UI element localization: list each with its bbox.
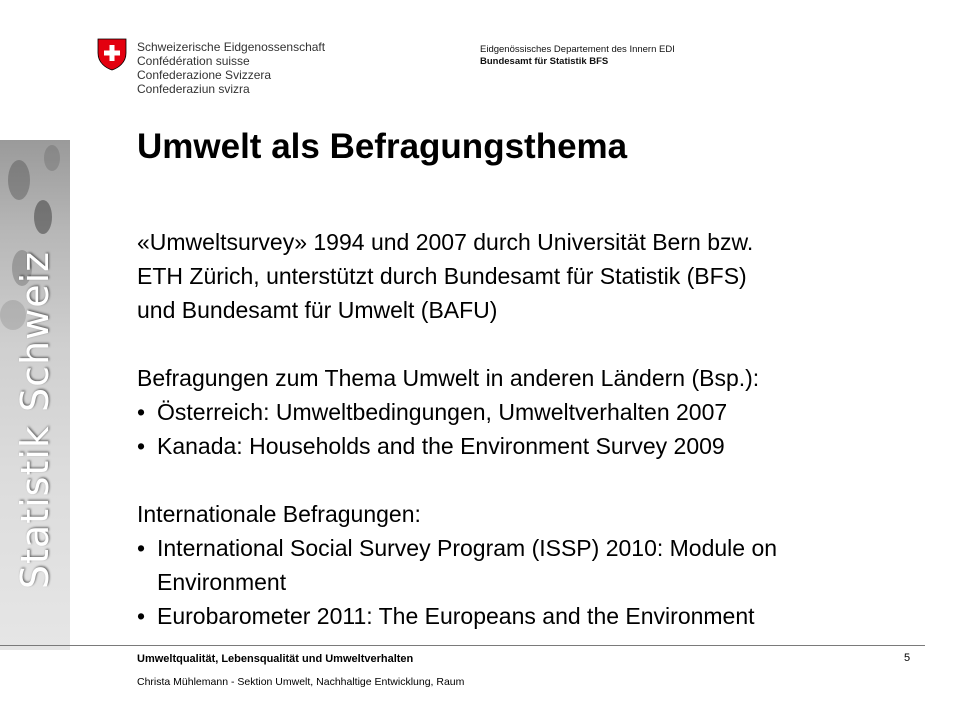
list-item <box>137 395 927 429</box>
section-heading: Internationale Befragungen: <box>137 501 421 527</box>
bullet-icon: • <box>137 399 146 425</box>
bullet-icon: • <box>137 535 146 561</box>
list-item-continuation <box>137 565 927 599</box>
footer-divider <box>0 645 925 646</box>
sidebar-photo-figure <box>34 200 52 234</box>
slide-body <box>137 225 927 633</box>
bullet-icon: • <box>137 603 146 629</box>
list-item-text: Kanada: Households and the Environment Survey 2009 <box>157 433 725 459</box>
department-name: Eidgenössisches Departement des Innern EDI <box>480 44 675 55</box>
footer-author: Christa Mühlemann - Sektion Umwelt, Nachhaltige Entwicklung, Raum <box>137 676 465 688</box>
confederation-name-rm: Confederaziun svizra <box>137 82 250 96</box>
swiss-cross-shield-icon <box>97 38 127 71</box>
confederation-wordmark <box>137 40 325 96</box>
confederation-name-fr: Confédération suisse <box>137 54 250 68</box>
list-item-text: Eurobarometer 2011: The Europeans and the Environment <box>157 603 755 629</box>
sidebar-photo-figure <box>44 145 60 171</box>
confederation-name-it: Confederazione Svizzera <box>137 68 272 82</box>
department-block <box>480 44 675 68</box>
list-item-text: Environment <box>157 569 287 595</box>
list-item <box>137 429 927 463</box>
intro-line: «Umweltsurvey» 1994 und 2007 durch Universität Bern bzw. <box>137 229 754 255</box>
bullet-icon: • <box>137 433 146 459</box>
sidebar-photo-figure <box>8 160 30 200</box>
intro-line: ETH Zürich, unterstützt durch Bundesamt für Statistik (BFS) <box>137 263 747 289</box>
slide-title: Umwelt als Befragungsthema <box>137 127 628 166</box>
list-item <box>137 599 927 633</box>
footer-title: Umweltqualität, Lebensqualität und Umweltverhalten <box>137 653 414 665</box>
confederation-name-de: Schweizerische Eidgenossenschaft <box>137 40 326 54</box>
list-item <box>137 531 927 565</box>
list-item-text: International Social Survey Program (ISSP) 2010: Module on <box>157 535 778 561</box>
page-number: 5 <box>904 652 911 664</box>
office-name: Bundesamt für Statistik BFS <box>480 56 609 67</box>
list-item-text: Österreich: Umweltbedingungen, Umweltverhalten 2007 <box>157 399 728 425</box>
sidebar-label: Statistik Schweiz <box>13 250 57 590</box>
section-heading: Befragungen zum Thema Umwelt in anderen Ländern (Bsp.): <box>137 365 760 391</box>
intro-line: und Bundesamt für Umwelt (BAFU) <box>137 297 498 323</box>
